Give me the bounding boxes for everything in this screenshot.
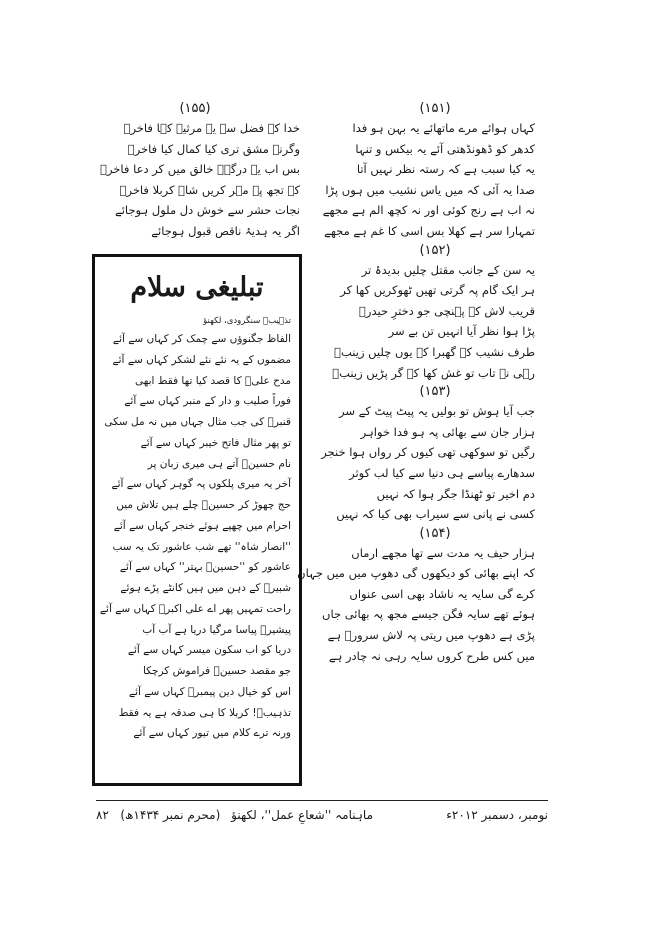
verse-line: اگر یہ ہدیۂ ناقص قبول ہوجائے [151,223,300,238]
verse-line: سدھارے پیاسے ہی دنیا سے کیا لب کوثر [349,465,535,480]
stanza-number: (۱۵۲) [419,242,451,258]
salaam-verse-line: دریا کو اب سکون میسر کہاں سے آئے [127,644,291,657]
salaam-verse-line: عاشور کو ''حسینؑ بہتر'' کہاں سے آئے [119,561,291,574]
verse-line: طرف نشیب کے گھبرا کے یوں چلیں زینبؑ [334,344,535,359]
salaam-poet: تذہیبؔ سنگرودی، لکھنؤ [203,316,291,326]
salaam-verse-line: مضموں کے یہ نئے نئے لشکر کہاں سے آئے [112,353,291,366]
verse-line: صدا یہ آئی کہ میں یاس نشیب میں ہوں پڑا [325,182,535,197]
salaam-verse-line: فوراً صلیب و دار کے منبر کہاں سے آئے [124,395,291,408]
footer-issue: (محرم نمبر ۱۴۳۴ھ) [120,808,221,822]
stanza-number: (۱۵۵) [179,101,211,116]
verse-line: ہزار جان سے بھائی پہ ہو فدا خواہر [360,424,535,439]
salaam-title: تبلیغی سلام [130,272,264,303]
verse-line: پڑی ہے دھوپ میں ریتی پہ لاش سرورؑ ہے [327,628,535,643]
footer-date: نومبر، دسمبر ۲۰۱۲ء [446,808,548,822]
salaam-lines [99,329,291,744]
footer-page [96,804,220,826]
salaam-verse-line: مدح علیؑ کا قصد کیا تھا فقط ابھی [135,374,291,387]
salaam-verse-line: ''انصار شاہ'' تھے شب عاشور تک یہ سب [112,540,291,553]
verse-line: رہی نہ تاب تو غش کھا کے گر پڑیں زینبؑ [332,365,535,380]
salaam-verse-line: اس کو خیال دین پیمبرؐ کہاں سے آئے [128,685,291,698]
verse-line: تمہارا سر ہے کھلا بس اسی کا غم ہے مجھے [324,223,535,238]
salaam-verse-line: قنبرؓ کی جب مثال جہاں میں نہ مل سکی [104,416,291,428]
salaam-verse-line: نام حسینؑ آتے ہی میری زبان پر [147,457,291,470]
salaam-verse-line: تذہیبؔ! کربلا کا ہی صدقہ ہے یہ فقط [118,706,291,719]
salaam-verse-line: الفاظ جگنوؤں سے چمک کر کہاں سے آئے [112,333,291,345]
verse-line: یہ کیا سبب ہے کہ رستہ نظر نہیں آتا [356,162,535,177]
verse-line: جب آیا ہوش تو بولیں یہ پیٹ پیٹ کے سر [339,404,535,419]
stanza-number: (۱۵۱) [419,101,451,116]
verse-line: کرے گی سایہ یہ ناشاد بھی اسی عنواں [349,586,535,601]
salaam-verse-line: شبیرؑ کے دہن میں ہیں کانٹے پڑے ہوئے [120,582,291,594]
verse-line: کہ تجھ پہ مہر کریں شاہ کربلا فاخرؔ [119,182,300,197]
salaam-verse-line: راحت تمہیں پھر اے علی اکبرؑ کہاں سے آئے [99,602,291,615]
verse-line: کدھر کو ڈھونڈھتی آئے یہ بیکس و تنہا [355,141,535,156]
verse-line: ہزار حیف یہ مدت سے تھا مجھے ارماں [351,545,535,560]
verse-line: کہاں ہوائے مرے ماتھائے یہ بہن ہو فدا [352,121,535,135]
left-top-stanza [90,100,300,242]
salaam-verse-line: حج چھوڑ کر حسینؑ چلے ہیں تلاش میں [116,499,291,511]
verse-line: دم اخیر تو ٹھنڈا جگر ہوا کہ نہیں [376,486,535,501]
salaam-box [92,254,302,786]
verse-line: ہر ایک گام پہ گرتی تھیں ٹھوکریں کھا کر [340,283,535,298]
salaam-verse-line: جو مقصد حسینؑ فراموش کرچکا [142,665,291,677]
verse-line: پڑا ہوا نظر آیا انہیں تن بے سر [388,324,535,339]
verse-line: قریب لاش کے پہنچی جو دخترِ حیدرؑ [359,303,535,318]
verse-line: میں کس طرح کروں سایہ رہی نہ چادر ہے [328,648,535,663]
salaam-verse-line: آخر یہ میری پلکوں پہ گوہر کہاں سے آئے [111,478,291,491]
salaam-verse-line: پیشیرؑ پیاسا مرگیا دریا ہے آب آب [142,623,291,636]
verse-line: رگیں تو سوکھی تھی کیوں کر رواں ہوا خنجر [321,445,535,460]
footer [96,804,548,826]
footer-divider [96,800,548,801]
salaam-verse-line: ورنہ ترے کلام میں تیور کہاں سے آئے [133,727,291,740]
verse-line: نہ اب ہے رنج کوئی اور نہ کچھ الم ہے مجھے [322,203,535,218]
footer-page-number: ۸۲ [96,808,109,822]
footer-magazine: ماہنامہ ''شعاعِ عمل''، لکھنؤ [231,808,373,822]
verse-line: کہ اپنے بھائی کو دیکھوں گی دھوپ میں میں جہاں [297,566,535,581]
stanza-number: (۱۵۴) [419,525,451,541]
verse-line: یہ سن کے جانب مقتل چلیں بدیدۂ تر [361,262,535,277]
right-column [297,100,535,666]
verse-line: وگرنہ مشق تری کیا کمال کیا فاخرؔ [127,141,300,156]
verse-line: خدا کے فضل سے یہ مرثیہ کہا فاخرؔ [123,121,300,135]
verse-line: کسی نے پانی سے سیراب بھی کیا کہ نہیں [336,507,535,522]
verse-line: نجات حشر سے خوش دل ملول ہوجائے [114,203,300,218]
salaam-verse-line: احرام میں چھپے ہوئے خنجر کہاں سے آئے [113,519,291,532]
stanza-number: (۱۵۳) [419,384,451,400]
verse-line: بس اب یہ درگہہ خالق میں کر دعا فاخرؔ [100,162,300,177]
salaam-verse-line: تو پھر مثال فاتح خیبر کہاں سے آئے [140,436,291,449]
verse-line: ہوئے تھے سایہ فگن جیسے مجھ پہ بھائی جاں [322,607,535,622]
